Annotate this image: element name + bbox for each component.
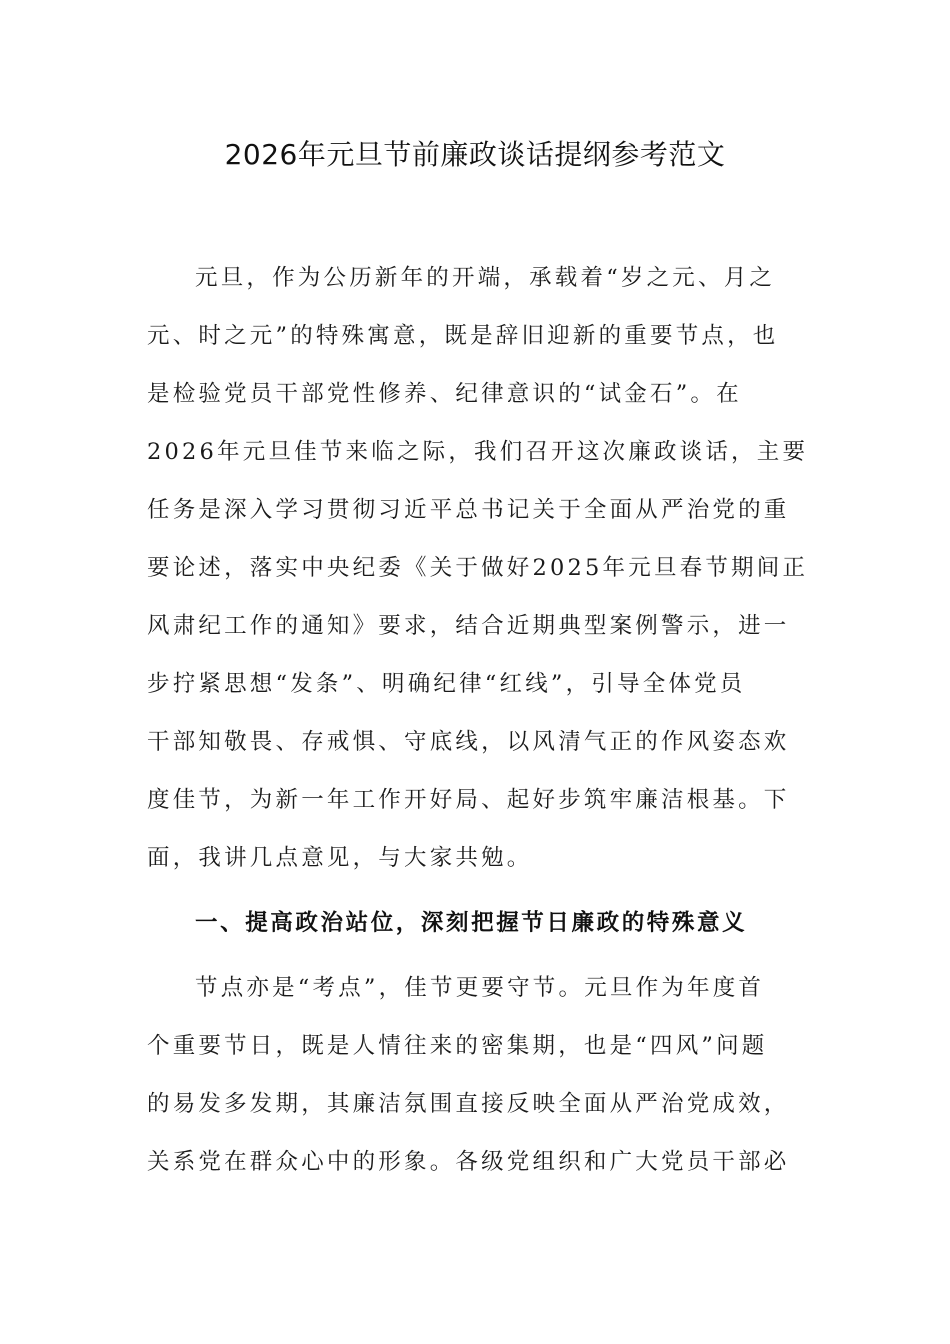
intro-line: 面，我讲几点意见，与大家共勉。 — [147, 845, 533, 871]
intro-line: 任务是深入学习贯彻习近平总书记关于全面从严治党的重 — [147, 497, 790, 523]
section-line: 关系党在群众心中的形象。各级党组织和广大党员干部必 — [147, 1149, 790, 1175]
section-line: 个重要节日，既是人情往来的密集期，也是“四风”问题 — [147, 1033, 768, 1059]
intro-line: 度佳节，为新一年工作开好局、起好步筑牢廉洁根基。下 — [147, 787, 790, 813]
section-line: 节点亦是“考点”，佳节更要守节。元旦作为年度首 — [195, 975, 765, 1001]
intro-line: 干部知敬畏、存戒惧、守底线，以风清气正的作风姿态欢 — [147, 729, 790, 755]
intro-line: 2026年元旦佳节来临之际，我们召开这次廉政谈话，主要 — [147, 439, 809, 465]
intro-line: 步拧紧思想“发条”、明确纪律“红线”，引导全体党员 — [147, 671, 746, 697]
intro-line: 是检验党员干部党性修养、纪律意识的“试金石”。在 — [147, 381, 742, 407]
section-line: 的易发多发期，其廉洁氛围直接反映全面从严治党成效， — [147, 1091, 790, 1117]
intro-line: 要论述，落实中央纪委《关于做好2025年元旦春节期间正 — [147, 555, 809, 581]
section-heading: 一、提高政治站位，深刻把握节日廉政的特殊意义 — [195, 910, 748, 936]
intro-line: 元旦，作为公历新年的开端，承载着“岁之元、月之 — [195, 265, 776, 291]
intro-line: 元、时之元”的特殊寓意，既是辞旧迎新的重要节点，也 — [147, 323, 779, 349]
intro-line: 风肃纪工作的通知》要求，结合近期典型案例警示，进一 — [147, 613, 790, 639]
document-title: 2026年元旦节前廉政谈话提纲参考范文 — [224, 138, 726, 171]
